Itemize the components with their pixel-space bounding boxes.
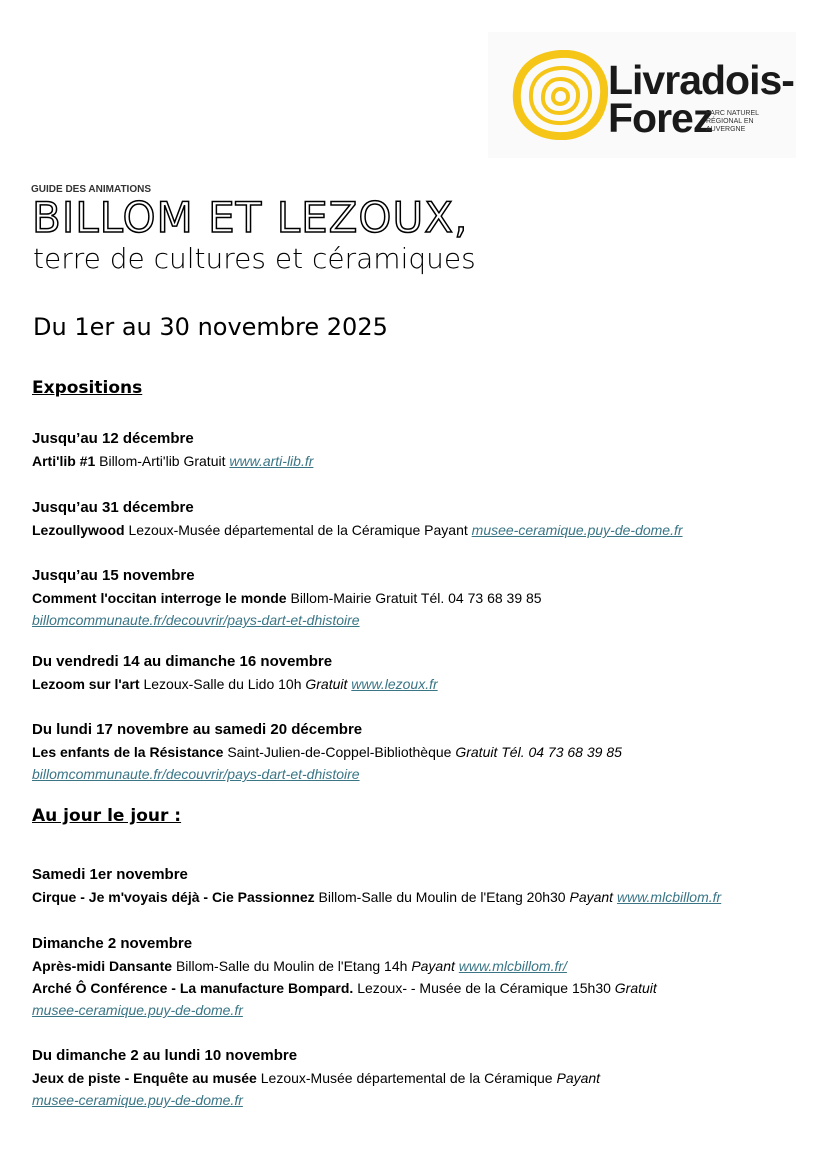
section-heading: Au jour le jour : (32, 806, 182, 826)
event-date: Du dimanche 2 au lundi 10 novembre (32, 1047, 298, 1064)
event-item (32, 497, 812, 541)
event-line (32, 587, 812, 609)
event-title: Jeux de piste - Enquête au musée (32, 1070, 261, 1086)
event-link[interactable]: musee-ceramique.puy-de-dome.fr (32, 1092, 243, 1108)
event-details: Payant (569, 889, 617, 905)
event-title: Cirque - Je m'voyais déjà - Cie Passionnez (32, 889, 319, 905)
event-link[interactable]: musee-ceramique.puy-de-dome.fr (32, 1002, 243, 1018)
livradois-forez-logo (488, 32, 796, 158)
event-item (32, 719, 812, 785)
page-title: BILLOM ET LEZOUX, (32, 193, 469, 242)
event-item (32, 1045, 812, 1111)
logo-subtitle: PARC NATUREL RÉGIONAL EN AUVERGNE (706, 110, 759, 133)
event-details: Payant (556, 1070, 601, 1086)
guide-kicker: GUIDE DES ANIMATIONS (31, 184, 152, 195)
event-line (32, 999, 812, 1021)
event-date: Jusqu’au 31 décembre (32, 499, 194, 516)
event-link[interactable]: www.mlcbillom.fr (616, 889, 722, 905)
event-link[interactable]: billomcommunaute.fr/decouvrir/pays-dart-et-dhistoire (32, 766, 360, 782)
page-subtitle: terre de cultures et céramiques (33, 242, 476, 275)
event-details: Billom-Salle du Moulin de l'Etang 14h (175, 958, 412, 974)
event-details: Lezoux-Salle du Lido 10h (143, 676, 306, 692)
event-link[interactable]: www.arti-lib.fr (229, 453, 314, 469)
event-details: Billom-Mairie Gratuit Tél. 04 73 68 39 85 (290, 590, 542, 606)
event-line (32, 609, 812, 631)
section-heading: Expositions (32, 378, 143, 398)
event-line (32, 741, 812, 763)
event-date: Jusqu’au 12 décembre (32, 430, 194, 447)
event-link[interactable]: www.mlcbillom.fr/ (458, 958, 567, 974)
event-line (32, 955, 812, 977)
event-title: Comment l'occitan interroge le monde (32, 590, 291, 606)
event-details: Gratuit Tél. 04 73 68 39 85 (455, 744, 622, 760)
event-line (32, 673, 812, 695)
event-details: Billom-Arti'lib Gratuit (99, 453, 230, 469)
event-line (32, 763, 812, 785)
event-details: Lezoux- - Musée de la Céramique 15h30 (357, 980, 615, 996)
event-details: Lezoux-Musée départemental de la Céramique (260, 1070, 557, 1086)
date-range: Du 1er au 30 novembre 2025 (33, 313, 388, 341)
event-link[interactable]: www.lezoux.fr (351, 676, 438, 692)
event-line (32, 519, 812, 541)
event-details: Saint-Julien-de-Coppel-Bibliothèque (227, 744, 456, 760)
logo-text-line2: Forez (608, 95, 713, 141)
event-item (32, 933, 812, 1021)
event-title: Les enfants de la Résistance (32, 744, 228, 760)
event-line (32, 1067, 812, 1089)
event-details: Billom-Salle du Moulin de l'Etang 20h30 (318, 889, 570, 905)
event-line (32, 450, 812, 472)
event-date: Du lundi 17 novembre au samedi 20 décembre (32, 721, 363, 738)
event-title: Arti'lib #1 (32, 453, 100, 469)
event-details: Gratuit (614, 980, 657, 996)
event-item (32, 864, 812, 908)
event-item (32, 651, 812, 695)
event-item (32, 428, 812, 472)
event-title: Après-midi Dansante (32, 958, 176, 974)
event-line (32, 886, 812, 908)
event-title: Lezoom sur l'art (32, 676, 144, 692)
event-link[interactable]: musee-ceramique.puy-de-dome.fr (471, 522, 683, 538)
event-line (32, 1089, 812, 1111)
event-line (32, 977, 812, 999)
event-date: Samedi 1er novembre (32, 866, 188, 883)
event-title: Arché Ô Conférence - La manufacture Bompard. (32, 980, 358, 996)
event-item (32, 565, 812, 631)
event-details: Lezoux-Musée départemental de la Céramique Payant (128, 522, 472, 538)
event-date: Du vendredi 14 au dimanche 16 novembre (32, 653, 333, 670)
event-link[interactable]: billomcommunaute.fr/decouvrir/pays-dart-et-dhistoire (32, 612, 360, 628)
tree-rings-icon (512, 50, 608, 140)
event-date: Dimanche 2 novembre (32, 935, 193, 952)
event-date: Jusqu’au 15 novembre (32, 567, 195, 584)
event-details: Gratuit (305, 676, 352, 692)
event-details: Payant (411, 958, 459, 974)
logo-text-line1: Livradois- (608, 57, 794, 103)
event-title: Lezoullywood (32, 522, 129, 538)
